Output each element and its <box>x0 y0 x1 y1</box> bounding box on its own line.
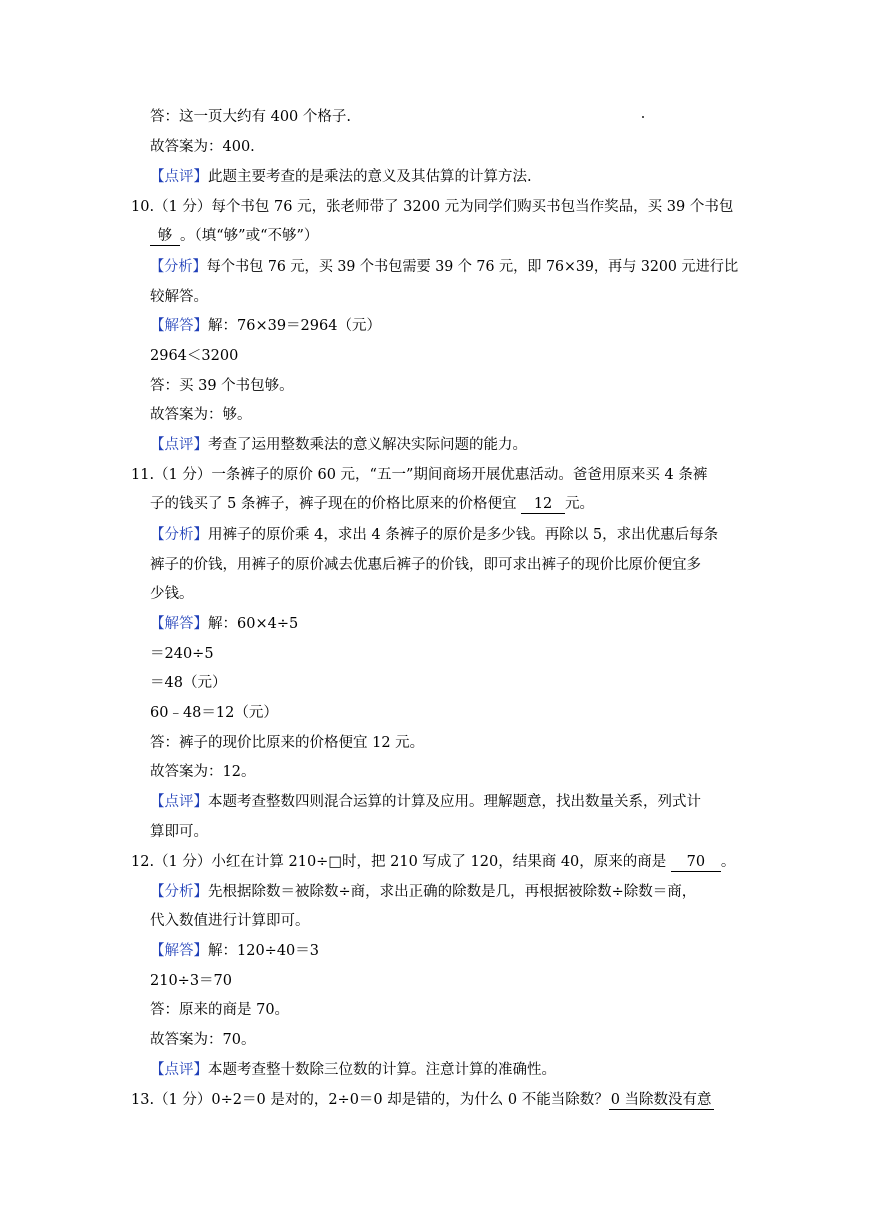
q12-analysis-line2: 代入数值进行计算即可。 <box>150 913 310 929</box>
q10-solution-line2: 2964＜3200 <box>150 348 239 364</box>
q10-solution-text1: 解：76×39＝2964（元） <box>208 318 381 334</box>
q10-stem-line2 <box>150 226 318 246</box>
comment-tag: 【点评】 <box>150 437 208 453</box>
q10-stem-line1: 10.（1 分）每个书包 76 元，张老师带了 3200 元为同学们购买书包当作奖品，买 39 个书包 <box>131 199 734 215</box>
solution-tag: 【解答】 <box>150 616 208 632</box>
comment-tag: 【点评】 <box>150 794 208 810</box>
q11-solution-line4: 60﹣48＝12（元） <box>150 705 278 721</box>
q11-stem-line1: 11.（1 分）一条裤子的原价 60 元，“五一”期间商场开展优惠活动。爸爸用原来买 4 条裤 <box>131 467 708 483</box>
q10-solution <box>150 316 381 336</box>
q10-answer-blank: 够 <box>150 227 180 246</box>
q12-comment-text: 本题考查整十数除三位数的计算。注意计算的准确性。 <box>208 1062 556 1078</box>
q11-solution-line5: 答：裤子的现价比原来的价格便宜 12 元。 <box>150 735 425 751</box>
q9-comment <box>150 167 532 187</box>
q10-stem-after: 。（填“够”或“不够”） <box>180 228 319 244</box>
q13-stem <box>131 1090 714 1110</box>
q11-comment <box>150 792 701 812</box>
solution-tag: 【解答】 <box>150 318 208 334</box>
q13-stem-before: 13.（1 分）0÷2＝0 是对的，2÷0＝0 却是错的，为什么 0 不能当除数？ <box>131 1092 609 1108</box>
analysis-tag: 【分析】 <box>150 259 207 275</box>
q9-answer: 答：这一页大约有 400 个格子. <box>150 109 352 125</box>
q11-analysis-line3: 少钱。 <box>150 586 194 602</box>
comment-tag: 【点评】 <box>150 1062 208 1078</box>
q12-solution-line3: 答：原来的商是 70。 <box>150 1002 290 1018</box>
q12-solution-text1: 解：120÷40＝3 <box>208 943 320 959</box>
q10-comment <box>150 435 527 455</box>
q10-analysis <box>150 257 738 277</box>
solution-tag: 【解答】 <box>150 943 208 959</box>
q11-analysis <box>150 525 718 545</box>
comment-tag: 【点评】 <box>150 169 208 185</box>
q10-final: 故答案为：够。 <box>150 407 252 423</box>
analysis-tag: 【分析】 <box>150 527 208 543</box>
q11-analysis-text1: 用裤子的原价乘 4，求出 4 条裤子的原价是多少钱。再除以 5，求出优惠后每条 <box>208 527 719 543</box>
q10-analysis-text1: 每个书包 76 元，买 39 个书包需要 39 个 76 元，即 76×39，再与 3200 元进行比 <box>206 259 739 275</box>
q11-stem-after: 元。 <box>565 496 595 512</box>
q12-stem <box>131 852 735 872</box>
q12-analysis-text1: 先根据除数＝被除数÷商，求出正确的除数是几，再根据被除数÷除数＝商， <box>208 884 697 900</box>
q11-stem-line2 <box>150 494 594 514</box>
q11-comment-line2: 算即可。 <box>150 824 208 840</box>
q12-comment <box>150 1060 556 1080</box>
q11-stem-before: 子的钱买了 5 条裤子，裤子现在的价格比原来的价格便宜 <box>150 496 522 512</box>
q13-answer-blank: 0 当除数没有意 <box>610 1092 712 1108</box>
q12-solution-line2: 210÷3＝70 <box>150 973 233 989</box>
q12-solution <box>150 941 319 961</box>
q9-comment-text: 此题主要考查的是乘法的意义及其估算的计算方法. <box>208 169 532 185</box>
q11-solution-text1: 解：60×4÷5 <box>208 616 299 632</box>
q11-final: 故答案为：12。 <box>150 764 256 780</box>
q10-solution-line3: 答：买 39 个书包够。 <box>150 378 294 394</box>
q9-final: 故答案为：400. <box>150 139 255 155</box>
q12-stem-after: 。 <box>720 854 736 870</box>
q11-answer-blank: 12 <box>521 495 565 514</box>
page-dot <box>642 116 644 118</box>
q11-solution <box>150 614 298 634</box>
q11-comment-text1: 本题考查整数四则混合运算的计算及应用。理解题意，找出数量关系，列式计 <box>208 794 701 810</box>
q12-answer-blank: 70 <box>671 853 721 872</box>
q12-stem-before: 12.（1 分）小红在计算 210÷□时，把 210 写成了 120，结果商 40，原来的商是 <box>131 854 671 870</box>
q11-solution-line3: ＝48（元） <box>150 675 227 691</box>
q12-final: 故答案为：70。 <box>150 1032 256 1048</box>
analysis-tag: 【分析】 <box>150 884 208 900</box>
q11-analysis-line2: 裤子的价钱，用裤子的原价减去优惠后裤子的价钱，即可求出裤子的现价比原价便宜多 <box>150 557 701 573</box>
q10-comment-text: 考查了运用整数乘法的意义解决实际问题的能力。 <box>208 437 527 453</box>
q10-analysis-line2: 较解答。 <box>150 289 208 305</box>
q12-analysis <box>150 882 696 902</box>
q11-solution-line2: ＝240÷5 <box>150 646 214 662</box>
